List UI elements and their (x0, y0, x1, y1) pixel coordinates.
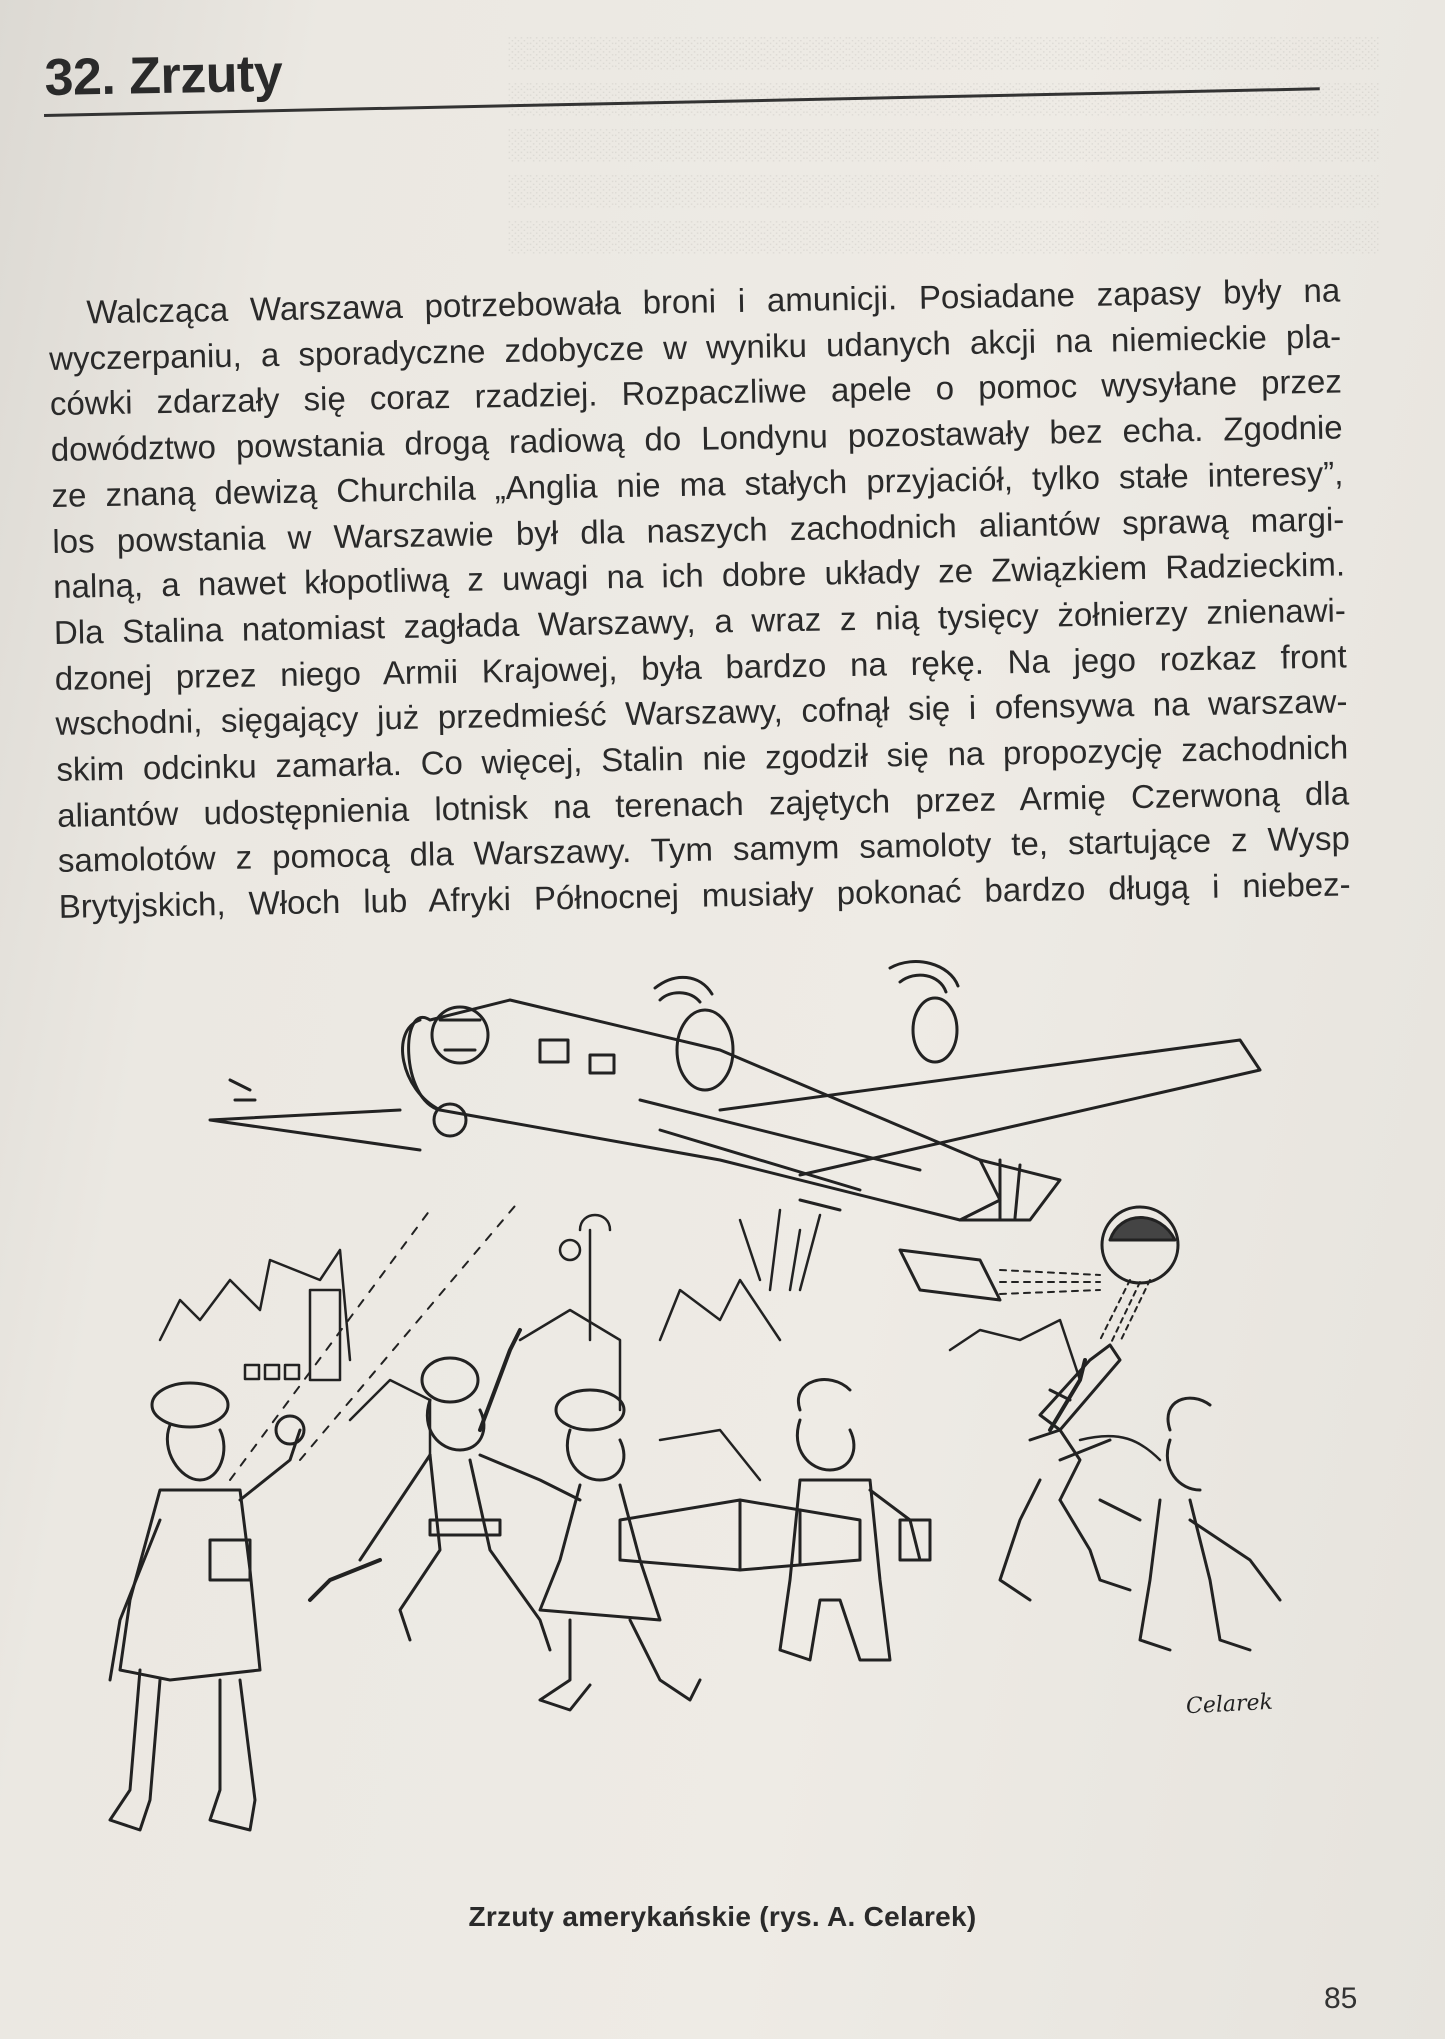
body-line: los powstania w Warszawie był dla naszych zachodnich aliantów sprawą margi- (52, 499, 1345, 560)
body-line: Brytyjskich, Włoch lub Afryki Północnej musiały pokonać bardzo długą i niebez- (58, 865, 1351, 926)
page-number: 85 (1324, 1982, 1358, 2015)
soldier-with-rifle-drawing (310, 1330, 580, 1650)
body-line: ze znaną dewizą Churchila „Anglia nie ma stałych przyjaciół, tylko stałe interesy”, (51, 454, 1344, 514)
woman-with-flashlight-drawing (110, 1383, 304, 1830)
searchlight-beams (230, 1200, 520, 1480)
body-line: dowództwo powstania drogą radiową do Londynu pozostawały bez echa. Zgodnie (50, 408, 1343, 469)
body-line: Walcząca Warszawa potrzebowała broni i amunicji. Posiadane zapasy były na (86, 271, 1341, 331)
airdrop-illustration (100, 960, 1320, 1880)
body-line: skim odcinku zamarła. Co więcej, Stalin nie zgodził się na propozycję zachodnich (56, 728, 1349, 788)
figure-caption: Zrzuty amerykańskie (rys. A. Celarek) (468, 1901, 977, 1932)
insurgents-running-drawing (1000, 1360, 1280, 1650)
body-line: wschodni, sięgający już przedmieść Warszawy, cofnął się i ofensywa na warszaw- (55, 682, 1348, 743)
body-line: aliantów udostępnienia lotnisk na terenach zajętych przez Armię Czerwoną dla (56, 774, 1350, 834)
body-line: dzonej przez niego Armii Krajowej, była bardzo na rękę. Na jego rozkaz front (54, 637, 1347, 697)
body-line: wyczerpaniu, a sporadyczne zdobycze w wyniku udanych akcji na niemieckie pla- (48, 317, 1342, 377)
body-paragraph (48, 267, 1351, 929)
chapter-title: 32. Zrzuty (44, 44, 283, 107)
body-line: Dla Stalina natomiast zagłada Warszawy, a wraz z nią tysięcy żołnierzy znienawi- (53, 591, 1347, 651)
bleed-through-text: ░░░░░░░░░░░░░░░░░░░░░░░░░░░░░░░░░░░░░░░░░ ░░░░░░░░░░░░░░░░░░░░░░░░░░░░░░░░░░░░░░░░░ ░░░░░░░░░░░░░░░░░░░░░░░░░░░░░░░░░░░░░░░░░ ░░░░░░░░░░░░░░░░░░░░░░░░░░░░░░░░░░░░░░░░░ ░░░░░░░░░░░░░░░░░░░░░░░░░░░░░░░░░░░░░░░░░ (508, 36, 1380, 253)
artist-signature: Celarek (1185, 1689, 1274, 1720)
body-line: nalną, a nawet kłopotliwą z uwagi na ich dobre układy ze Związkiem Radzieckim. (52, 545, 1346, 606)
woman-carrying-canister-drawing (540, 1390, 860, 1710)
body-line: cówki zdarzały się coraz rzadziej. Rozpaczliwe apele o pomoc wysyłane przez (49, 362, 1343, 423)
ruined-city-drawing (160, 1210, 1160, 1480)
bomber-airplane-drawing (210, 962, 1260, 1220)
body-line: samolotów z pomocą dla Warszawy. Tym samym samoloty te, startujące z Wysp (57, 819, 1351, 880)
supply-canisters-drawing (900, 1207, 1178, 1430)
